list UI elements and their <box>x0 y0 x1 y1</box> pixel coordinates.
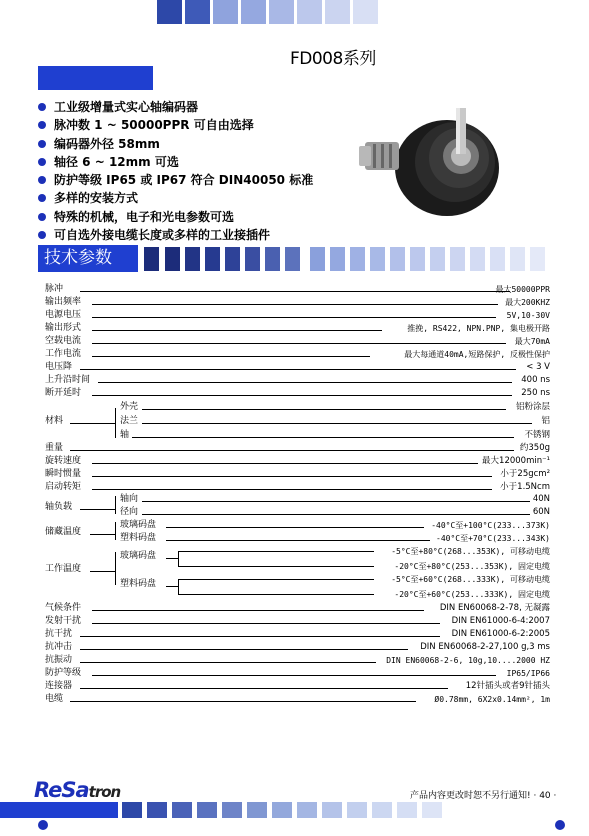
spec-sublabel: 径向 <box>120 507 139 517</box>
section-title: 技术参数 <box>38 245 138 272</box>
spec-value: DIN EN60068-2-78, 无凝露 <box>439 603 550 613</box>
spec-value: 约350g <box>519 443 550 453</box>
spec-value: -5°C至+60°C(268...333K), 可移动电缆 <box>391 575 550 584</box>
spec-label: 输出形式 <box>45 323 82 333</box>
spec-label: 上升沿时间 <box>45 375 91 385</box>
spec-sublabel: 法兰 <box>120 416 139 426</box>
feature-item: 特殊的机械，电子和光电参数可选 <box>38 208 313 226</box>
leader-line <box>90 534 115 535</box>
spec-value: 不锈钢 <box>524 430 550 440</box>
feature-item: 脉冲数 1 ~ 50000PPR 可自由选择 <box>38 116 313 134</box>
spec-label: 空载电流 <box>45 336 82 346</box>
series-title: FD008系列 <box>290 49 376 69</box>
spec-label: 抗冲击 <box>45 642 73 652</box>
resatron-logo: ReSatron <box>34 778 121 802</box>
footer-square <box>372 802 392 818</box>
spec-value: 250 ns <box>521 388 550 398</box>
leader-line <box>92 610 424 611</box>
footer-square <box>147 802 167 818</box>
bracket-line <box>115 552 116 585</box>
spec-value: 60N <box>532 507 550 517</box>
spec-value: 最大200KHZ <box>505 298 550 307</box>
spec-label: 储藏温度 <box>45 527 82 537</box>
footer-dot <box>38 820 48 830</box>
spec-label: 电源电压 <box>45 310 82 320</box>
leader-line <box>92 623 440 624</box>
leader-line <box>92 463 478 464</box>
leader-line <box>80 291 510 292</box>
leader-line <box>80 662 376 663</box>
spec-value: DIN EN61000-6-2:2005 <box>451 629 550 639</box>
spec-sublabel: 轴 <box>120 430 130 440</box>
feature-item: 工业级增量式实心轴编码器 <box>38 98 313 116</box>
leader-line <box>166 586 178 587</box>
leader-line <box>178 551 374 552</box>
spec-sublabel: 塑料码盘 <box>120 579 157 589</box>
spec-label: 轴负载 <box>45 502 73 512</box>
footer-square <box>347 802 367 818</box>
leader-line <box>80 636 440 637</box>
spec-label: 启动转矩 <box>45 482 82 492</box>
leader-line <box>166 540 430 541</box>
leader-line <box>70 701 416 702</box>
spec-label: 材料 <box>45 416 64 426</box>
spec-sublabel: 外壳 <box>120 402 139 412</box>
leader-line <box>166 558 178 559</box>
spec-value: Ø0.78mm, 6X2x0.14mm², 1m <box>434 695 550 704</box>
footer-square <box>222 802 242 818</box>
spec-label: 旋转速度 <box>45 456 82 466</box>
spec-sublabel: 塑料码盘 <box>120 533 157 543</box>
spec-value: 推挽, RS422, NPN.PNP, 集电极开路 <box>407 324 550 333</box>
footer-square <box>172 802 192 818</box>
spec-label: 抗振动 <box>45 655 73 665</box>
leader-line <box>178 579 374 580</box>
footer-square <box>247 802 267 818</box>
leader-line <box>80 688 448 689</box>
spec-label: 抗干扰 <box>45 629 73 639</box>
spec-value: 最大50000PPR <box>495 285 550 294</box>
spec-label: 断开延时 <box>45 388 82 398</box>
spec-value: 小于25gcm² <box>500 469 550 479</box>
leader-line <box>92 476 492 477</box>
spec-label: 电缆 <box>45 694 64 704</box>
footer-square <box>122 802 142 818</box>
bracket-line <box>178 551 179 567</box>
spec-value: 小于1.5Ncm <box>500 482 550 492</box>
footer-square <box>297 802 317 818</box>
bracket-line <box>115 408 116 438</box>
spec-label: 脉冲 <box>45 284 64 294</box>
footer-dot <box>555 820 565 830</box>
feature-item: 轴径 6 ~ 12mm 可选 <box>38 153 313 171</box>
bracket-line <box>115 522 116 540</box>
spec-value: DIN EN61000-6-4:2007 <box>451 616 550 626</box>
footer-square <box>397 802 417 818</box>
spec-value: 最大每通道40mA,短路保护, 反极性保护 <box>404 350 550 359</box>
spec-value: IP65/IP66 <box>506 669 550 678</box>
leader-line <box>92 343 506 344</box>
leader-line <box>80 369 516 370</box>
leader-line <box>92 317 496 318</box>
spec-value: 5V,10-30V <box>506 311 550 320</box>
leader-line <box>70 423 115 424</box>
footer-bar <box>0 802 118 818</box>
leader-line <box>92 489 492 490</box>
spec-value: DIN EN60068-2-27,100 g,3 ms <box>420 642 550 652</box>
leader-line <box>142 501 530 502</box>
spec-value: 铝 <box>541 416 550 426</box>
spec-value: -20°C至+60°C(253...333K), 固定电缆 <box>394 590 550 599</box>
spec-sublabel: 轴向 <box>120 494 139 504</box>
spec-value: 最大12000min⁻¹ <box>482 456 550 466</box>
spec-sublabel: 玻璃码盘 <box>120 551 157 561</box>
leader-line <box>178 566 374 567</box>
footer-square <box>422 802 442 818</box>
spec-label: 工作温度 <box>45 564 82 574</box>
spec-value: 12针插头或者9针插头 <box>465 681 550 691</box>
footer-note: 产品内容更改时恕不另行通知! · 40 · <box>410 791 557 801</box>
spec-value: < 3 V <box>526 362 550 372</box>
spec-value: 40N <box>532 494 550 504</box>
spec-label: 发射干扰 <box>45 616 82 626</box>
leader-line <box>80 509 115 510</box>
leader-line <box>142 514 530 515</box>
spec-label: 连接器 <box>45 681 73 691</box>
bracket-line <box>115 496 116 514</box>
spec-label: 重量 <box>45 443 64 453</box>
spec-value: -20°C至+80°C(253...353K), 固定电缆 <box>394 562 550 571</box>
leader-line <box>92 395 512 396</box>
spec-value: -5°C至+80°C(268...353K), 可移动电缆 <box>391 547 550 556</box>
spec-label: 工作电流 <box>45 349 82 359</box>
bracket-line <box>178 579 179 595</box>
leader-line <box>70 450 514 451</box>
spec-label: 电压降 <box>45 362 73 372</box>
footer-square <box>272 802 292 818</box>
leader-line <box>98 382 512 383</box>
leader-line <box>166 527 424 528</box>
leader-line <box>92 304 498 305</box>
leader-line <box>80 649 408 650</box>
footer-square <box>322 802 342 818</box>
spec-value: DIN EN60068-2-6, 10g,10....2000 HZ <box>386 656 550 665</box>
spec-label: 瞬时惯量 <box>45 469 82 479</box>
leader-line <box>142 409 506 410</box>
spec-label: 气候条件 <box>45 603 82 613</box>
feature-item: 可自选外接电缆长度或多样的工业接插件 <box>38 226 313 244</box>
spec-value: -40°C至+70°C(233...343K) <box>436 534 550 543</box>
spec-value: 最大70mA <box>514 337 550 346</box>
leader-line <box>178 594 374 595</box>
leader-line <box>92 356 370 357</box>
leader-line <box>92 330 382 331</box>
feature-item: 多样的安装方式 <box>38 189 313 207</box>
feature-item: 防护等级 IP65 或 IP67 符合 DIN40050 标准 <box>38 171 313 189</box>
leader-line <box>90 571 115 572</box>
spec-label: 防护等级 <box>45 668 82 678</box>
footer-square <box>197 802 217 818</box>
feature-item: 编码器外径 58mm <box>38 135 313 153</box>
leader-line <box>142 423 532 424</box>
spec-value: -40°C至+100°C(233...373K) <box>431 521 550 530</box>
spec-label: 输出频率 <box>45 297 82 307</box>
spec-value: 铝粉涂层 <box>515 402 550 412</box>
spec-sublabel: 玻璃码盘 <box>120 520 157 530</box>
leader-line <box>132 437 514 438</box>
leader-line <box>92 675 496 676</box>
spec-value: 400 ns <box>521 375 550 385</box>
